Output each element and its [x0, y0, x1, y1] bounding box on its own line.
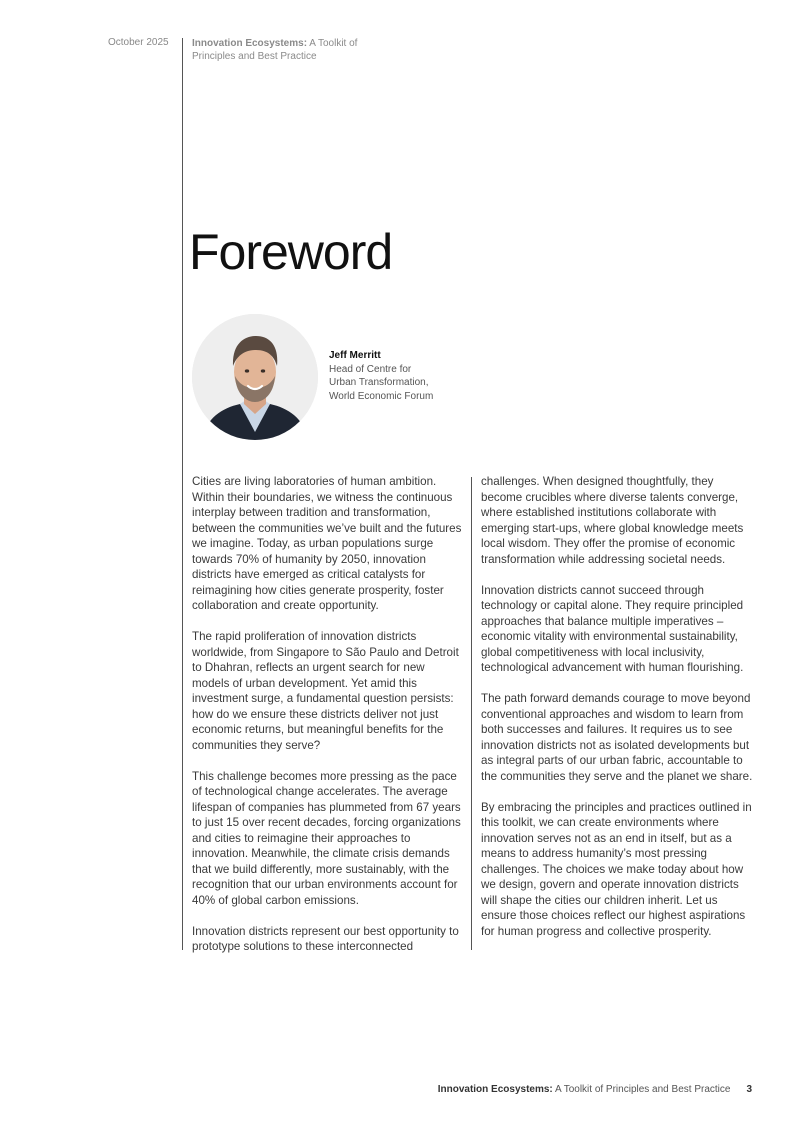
margin-rule	[182, 38, 183, 950]
body-column-right	[481, 474, 753, 939]
header-date: October 2025	[108, 37, 169, 48]
body-paragraph: The path forward demands courage to move beyond conventional approaches and wisdom to learn from both successes and failures. It requires us to see innovation districts not as isolated developments but as integral parts of our urban fabric, accountable to the communities they serve and the planet we share.	[481, 692, 753, 783]
header-publication-title	[192, 37, 372, 63]
body-paragraph: The rapid proliferation of innovation districts worldwide, from Singapore to São Paulo and Detroit to Dhahran, reflects an urgent search for new models of urban development. Yet amid this investment surge, a fundamental question persists: how do we ensure these districts deliver not just economic returns, but meaningful benefits for the communities they serve?	[192, 630, 459, 752]
body-paragraph: This challenge becomes more pressing as the pace of technological change accelerates. The average lifespan of companies has plummeted from 67 years to just 15 over recent decades, forcing organizations and cities to reimagine their approaches to innovation. Meanwhile, the climate crisis demands that we build differently, more sustainably, with the recognition that our urban environments account for 40% of global carbon emissions.	[192, 769, 461, 907]
page-footer	[438, 1084, 752, 1095]
body-paragraph: challenges. When designed thoughtfully, they become crucibles where diverse talents converge, where established institutions collaborate with emerging start-ups, where global knowledge meets local wisdom. They offer the promise of economic transformation while addressing societal needs.	[481, 475, 744, 566]
footer-title-rest: A Toolkit of Principles and Best Practice	[552, 1084, 731, 1095]
body-paragraph: By embracing the principles and practices outlined in this toolkit, we can create environments where innovation serves not as an end in itself, but as a means to address humanity’s most pressing challenges. The choices we make today about how we design, govern and operate innovation districts will shape the cities our children inherit. Let us ensure those choices reflect our highest aspirations for human progress and collective prosperity.	[481, 800, 752, 938]
author-block	[329, 349, 479, 403]
author-portrait	[192, 314, 318, 440]
body-paragraph: Cities are living laboratories of human ambition. Within their boundaries, we witness the continuous interplay between tradition and transformation, between the communities we’ve built and the futures we imagine. Today, as urban populations surge towards 70% of humanity by 2050, innovation districts have emerged as critical catalysts for reimagining how cities generate prosperity, foster collaboration and create opportunity.	[192, 475, 462, 612]
page-title: Foreword	[189, 224, 393, 280]
page-number: 3	[746, 1084, 752, 1095]
author-role-line-2: Urban Transformation,	[329, 377, 429, 388]
footer-title-bold: Innovation Ecosystems:	[437, 1084, 553, 1095]
body-column-left	[192, 474, 462, 955]
header-title-bold: Innovation Ecosystems:	[192, 38, 308, 49]
portrait-illustration	[192, 314, 318, 440]
author-role-line-3: World Economic Forum	[329, 390, 434, 402]
header-title-rest: A Toolkit of Principles and Best Practice	[192, 38, 358, 62]
body-paragraph: Innovation districts represent our best opportunity to prototype solutions to these interconnected	[192, 924, 459, 953]
column-divider	[471, 477, 472, 950]
author-name: Jeff Merritt	[329, 350, 381, 361]
author-role-line-1: Head of Centre for	[329, 363, 412, 375]
body-paragraph: Innovation districts cannot succeed through technology or capital alone. They require principled approaches that balance multiple imperatives – economic vitality with environmental sustainability, global competitiveness with local inclusivity, technological advancement with human flourishing.	[481, 583, 744, 674]
